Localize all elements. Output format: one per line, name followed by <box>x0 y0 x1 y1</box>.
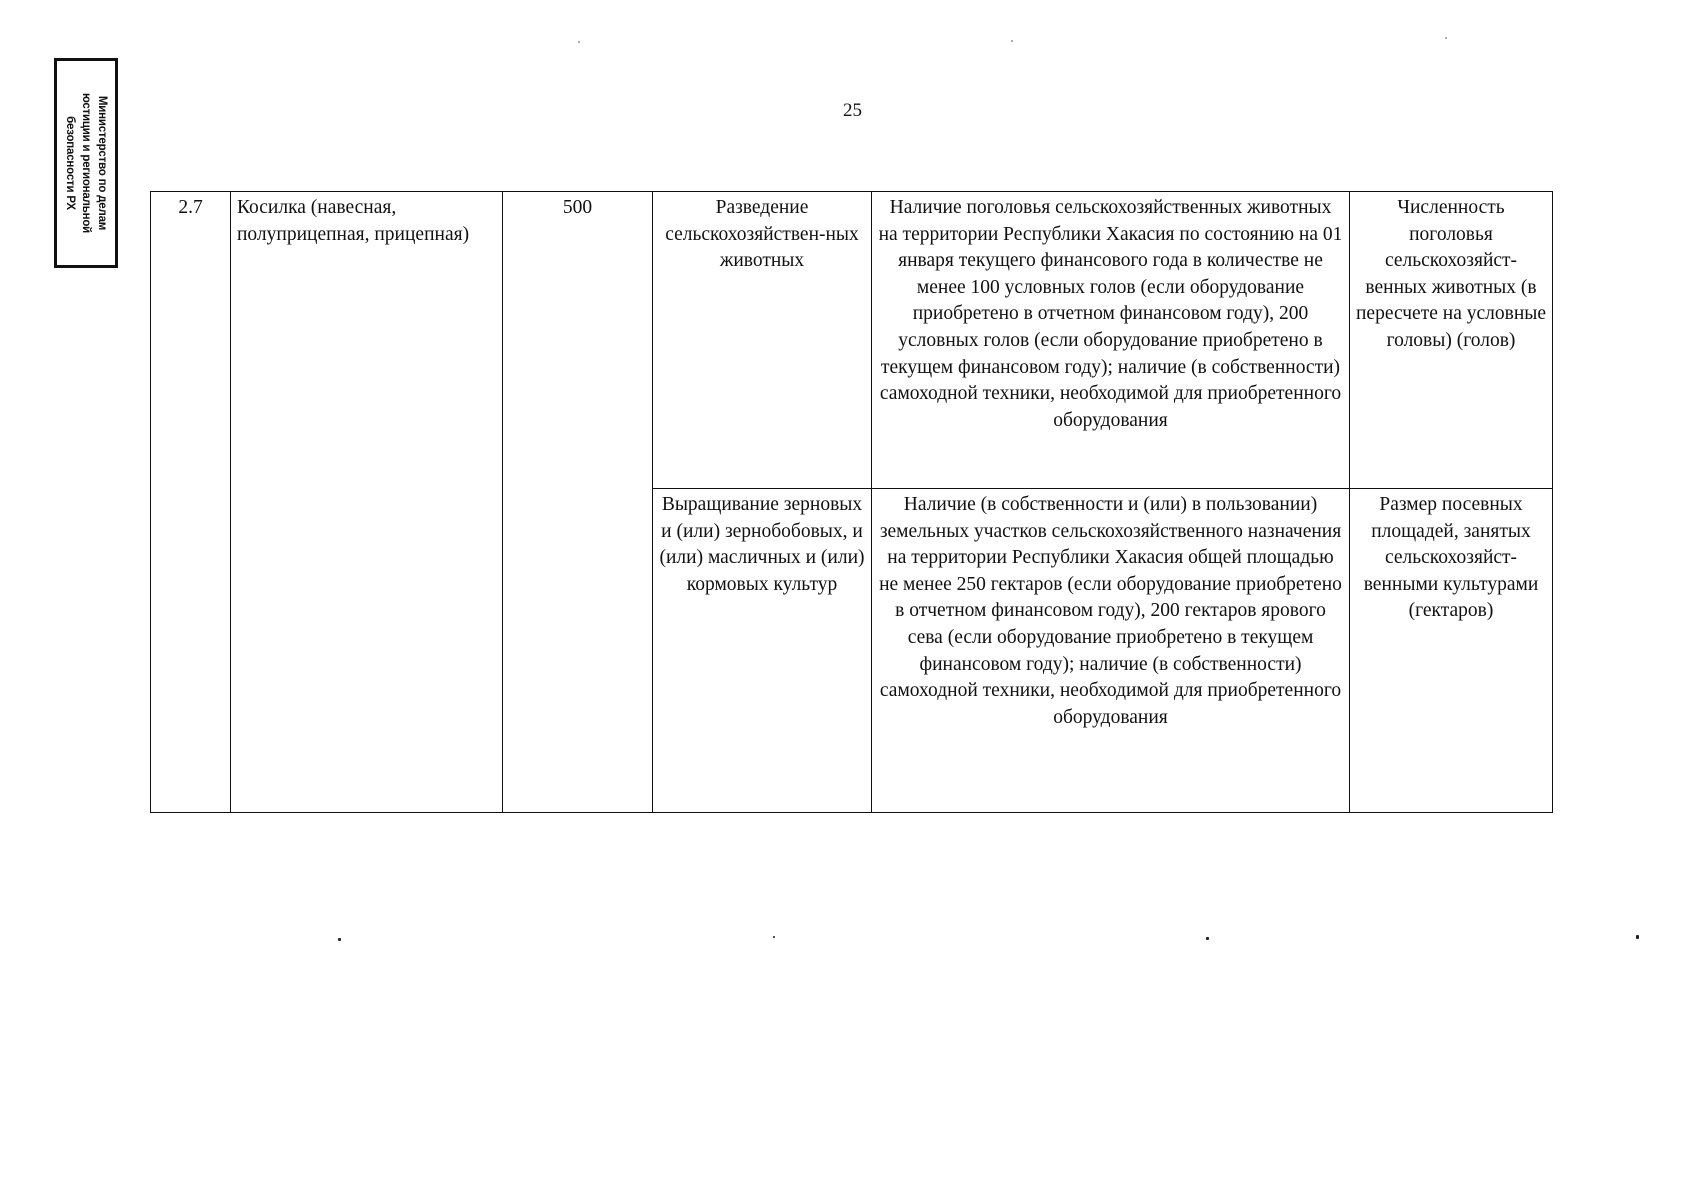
scan-speck <box>1445 37 1447 39</box>
scan-speck <box>338 938 341 941</box>
scan-speck <box>1636 935 1639 939</box>
scan-speck <box>578 41 580 43</box>
amount-cell: 500 <box>503 192 653 813</box>
equipment-table <box>150 191 1553 813</box>
condition-cell: Наличие (в собственности и (или) в пользовании) земельных участков сельскохозяйственного назначения на территории Республики Хакасия общей площадью не менее 250 гектаров (если оборудование приобретено в отчетном финансовом году), 200 гектаров ярового сева (если оборудование приобретено в текущем финансовом году); наличие (в собственности) самоходной техники, необходимой для приобретенного оборудования <box>872 489 1350 813</box>
scan-speck <box>1206 937 1209 940</box>
table-row <box>151 192 1553 489</box>
indicator-cell: Численность поголовья сельскохозяйст-венных животных (в пересчете на условные головы) (голов) <box>1350 192 1553 489</box>
scan-speck <box>773 936 775 938</box>
condition-cell: Наличие поголовья сельскохозяйственных животных на территории Республики Хакасия по состоянию на 01 января текущего финансового года в количестве не менее 100 условных голов (если оборудование приобретено в отчетном финансовом году), 200 условных голов (если оборудование приобретено в текущем финансовом году); наличие (в собственности) самоходной техники, необходимой для приобретенного оборудования <box>872 192 1350 489</box>
equipment-name-cell: Косилка (навесная, полуприцепная, прицепная) <box>231 192 503 813</box>
stamp-line: безопасности РХ <box>64 116 76 210</box>
row-number-cell: 2.7 <box>151 192 231 813</box>
registration-stamp <box>54 58 118 268</box>
scan-speck <box>1011 40 1013 42</box>
stamp-text <box>62 63 110 263</box>
stamp-line: Министерство по делам <box>96 95 108 231</box>
direction-cell: Выращивание зерновых и (или) зернобобовых, и (или) масличных и (или) кормовых культур <box>653 489 872 813</box>
stamp-line: юстиции и региональной <box>80 92 92 234</box>
indicator-cell: Размер посевных площадей, занятых сельскохозяйст-венными культурами (гектаров) <box>1350 489 1553 813</box>
direction-cell: Разведение сельскохозяйствен-ных животных <box>653 192 872 489</box>
page-number: 25 <box>843 100 862 121</box>
